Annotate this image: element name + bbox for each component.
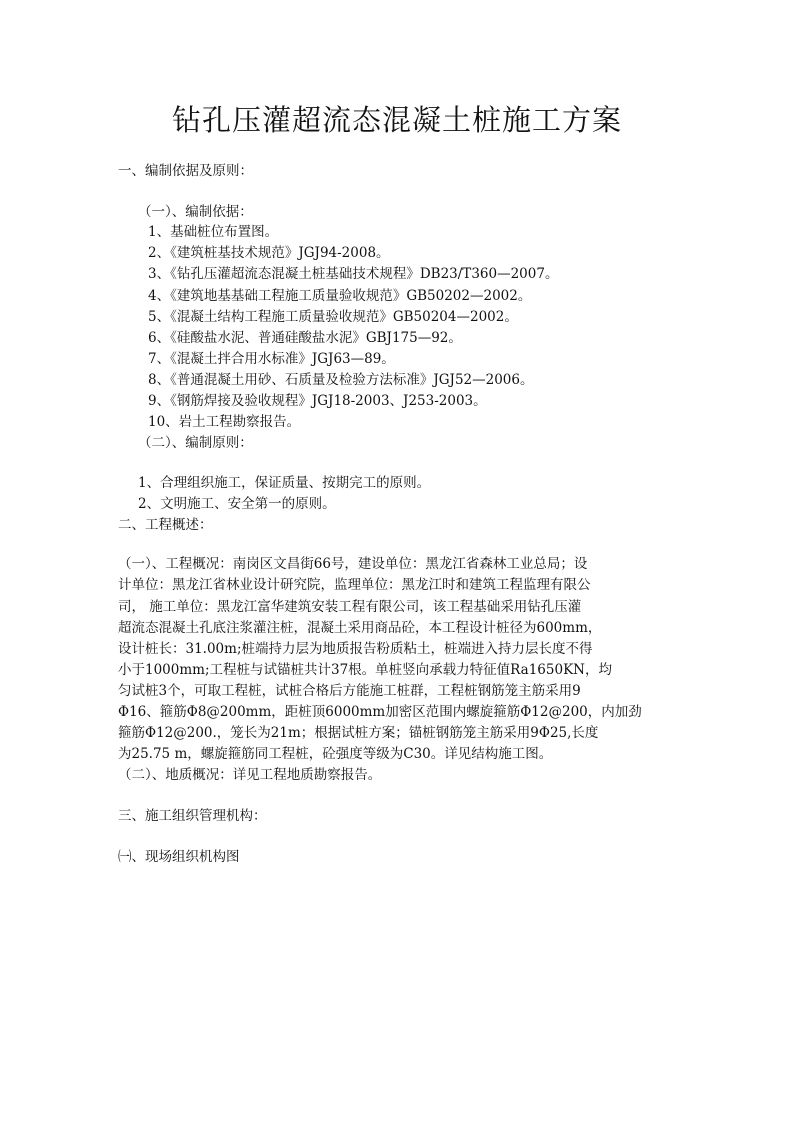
basis-item: 9、《钢筋焊接及验收规程》JGJ18-2003、J253-2003。 [148, 393, 487, 409]
overview-line: 匀试桩3个，可取工程桩，试桩合格后方能施工桩群，工程桩钢筋笼主筋采用9 [118, 683, 581, 699]
basis-heading: （一）、编制依据： [138, 204, 253, 220]
overview-line: Φ16、箍筋Φ8@200mm，距桩顶6000mm加密区范围内螺旋箍筋Φ12@200，内加劲 [118, 704, 642, 720]
basis-item: 3、《钻孔压灌超流态混凝土桩基础技术规程》DB23/T360—2007。 [148, 266, 559, 282]
basis-item: 1、基础桩位布置图。 [148, 224, 279, 240]
geology-line: （二）、地质概况：详见工程地质勘察报告。 [118, 767, 382, 783]
basis-item: 4、《建筑地基基础工程施工质量验收规范》GB50202—2002。 [148, 288, 532, 304]
overview-line: 计单位：黑龙江省林业设计研究院，监理单位：黑龙江时和建筑工程监理有限公 [118, 577, 591, 593]
overview-line: 小于1000mm;工程桩与试锚桩共计37根。单桩竖向承载力特征值Ra1650KN，均 [118, 662, 612, 678]
principle-heading: （二）、编制原则： [138, 435, 253, 451]
basis-item: 10、岩土工程勘察报告。 [148, 414, 301, 430]
overview-line: 司， 施工单位：黑龙江富华建筑安装工程有限公司，该工程基础采用钻孔压灌 [118, 599, 582, 615]
org-chart-heading: ㈠、现场组织机构图 [118, 849, 240, 865]
document-title: 钻孔压灌超流态混凝土桩施工方案 [171, 103, 622, 137]
principle-item: 2、文明施工、安全第一的原则。 [138, 496, 336, 512]
basis-item: 7、《混凝土拌合用水标准》JGJ63—89。 [148, 351, 395, 367]
basis-item: 6、《硅酸盐水泥、普通硅酸盐水泥》GBJ175—92。 [148, 330, 462, 346]
section-1-heading: 一、编制依据及原则： [118, 163, 253, 179]
section-2-heading: 二、工程概述： [118, 517, 213, 533]
principle-item: 1、合理组织施工，保证质量、按期完工的原则。 [138, 475, 431, 491]
basis-item: 8、《普通混凝土用砂、石质量及检验方法标准》JGJ52—2006。 [148, 372, 534, 388]
basis-item: 2、《建筑桩基技术规范》JGJ94-2008。 [148, 245, 390, 261]
overview-line: 为25.75 m，螺旋箍筋同工程桩，砼强度等级为C30。详见结构施工图。 [118, 746, 553, 762]
basis-item: 5、《混凝土结构工程施工质量验收规范》GB50204—2002。 [148, 309, 518, 325]
overview-line: 设计桩长：31.00m;桩端持力层为地质报告粉质粘土，桩端进入持力层长度不得 [118, 641, 593, 657]
overview-line: （一）、工程概况：南岗区文昌街66号，建设单位：黑龙江省森林工业总局；设 [118, 556, 588, 572]
overview-line: 箍筋Φ12@200.，笼长为21m；根据试桩方案；锚桩钢筋笼主筋采用9Φ25,长度 [118, 725, 599, 741]
overview-line: 超流态混凝土孔底注浆灌注桩，混凝土采用商品砼，本工程设计桩径为600mm， [118, 620, 602, 636]
section-3-heading: 三、施工组织管理机构： [118, 808, 267, 824]
